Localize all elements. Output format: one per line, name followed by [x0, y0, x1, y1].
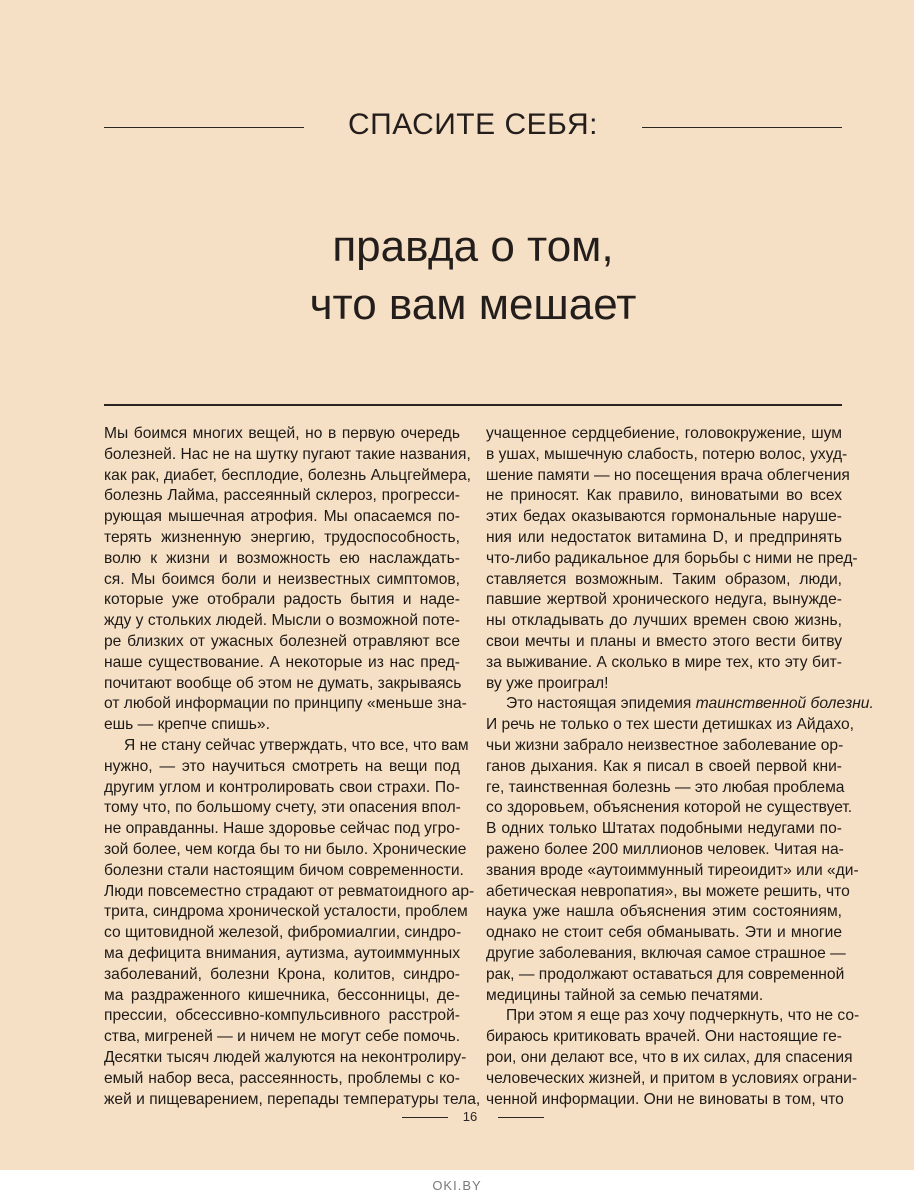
body-column-right: [486, 424, 874, 1110]
text-line: [104, 757, 460, 778]
text-line-content: жду у стольких людей. Мысли о возможной поте-: [104, 612, 460, 630]
text-line-content: прессии, обсессивно-компульсивного расстрой-: [104, 1007, 460, 1025]
text-line: [486, 1027, 842, 1048]
text-line-content: ставляется возможным. Таким образом, люди,: [486, 570, 842, 588]
text-line: [486, 674, 842, 695]
text-line-content: свои мечты и планы и вместо этого вести битву: [486, 632, 842, 650]
text-line: [104, 590, 460, 611]
chapter-header: [104, 100, 842, 156]
text-line: [486, 1006, 860, 1027]
text-line-content: за выживание. А сколько в мире тех, кто эту бит-: [486, 653, 842, 671]
text-line: [486, 923, 842, 944]
text-line-content: Десятки тысяч людей жалуются на неконтролиру-: [104, 1048, 467, 1066]
page-number: 16: [462, 1109, 478, 1124]
text-line: [104, 798, 460, 819]
text-line-content: ченной информации. Они не виноваты в том, что: [486, 1090, 844, 1108]
text-line-content: Это настоящая эпидемия: [506, 695, 696, 713]
text-line-content: почитают вообще об этом не думать, закрываясь: [104, 674, 462, 692]
text-line: [486, 1069, 858, 1090]
text-line-content: человеческих жизней, и притом в условиях ограни-: [486, 1069, 858, 1087]
text-line: [104, 923, 460, 944]
text-line: [486, 486, 842, 507]
text-line: [104, 736, 469, 757]
text-line-content: ства, мигреней — и ничем не могут себе помочь.: [104, 1028, 461, 1046]
text-line-content: рои, они делают все, что в их силах, для спасения: [486, 1048, 853, 1066]
text-line: [104, 944, 460, 965]
text-line: [104, 528, 460, 549]
text-line-content: В одних только Штатах подобными недугами по-: [486, 820, 842, 838]
text-line: [486, 819, 842, 840]
text-line-content: которые уже отобрали радость бытия и наде-: [104, 591, 460, 609]
text-line: [486, 507, 842, 528]
text-line-content: ния или недостаток витамина D, и предпринять: [486, 528, 842, 546]
text-line: [104, 674, 460, 695]
text-line: [486, 424, 842, 445]
text-line-content: наука уже нашла объяснения этим состояниям,: [486, 903, 842, 921]
text-line-content: волю к жизни и возможность ею наслаждать-: [104, 549, 460, 567]
text-line: [104, 1006, 460, 1027]
text-line: [104, 986, 460, 1007]
text-line: [486, 528, 842, 549]
text-line: [486, 1048, 853, 1069]
text-line-content: заболеваний, болезни Крона, колитов, синдро-: [104, 965, 460, 983]
text-line: [486, 715, 854, 736]
text-line: [486, 902, 842, 923]
text-line-content: Мы боимся многих вещей, но в первую очередь: [104, 425, 460, 442]
text-line: [104, 694, 467, 715]
chapter-title-line-2: что вам мешает: [309, 280, 637, 329]
text-line: [104, 1027, 460, 1048]
text-line: [104, 486, 460, 507]
text-line-content: ре близких от ужасных болезней отравляют все: [104, 632, 460, 650]
site-watermark: OKI.BY: [432, 1178, 482, 1193]
text-line-content: учащенное сердцебиение, головокружение, шум: [486, 425, 842, 442]
chapter-title-line-1: правда о том,: [332, 222, 614, 271]
text-line-content: Люди повсеместно страдают от ревматоидного ар-: [104, 882, 475, 900]
chapter-kicker: СПАСИТЕ СЕБЯ:: [347, 108, 598, 141]
text-line-content: ма раздраженного кишечника, бессонницы, де-: [104, 986, 460, 1004]
text-line-content: ганов дыхания. Как я писал в своей первой кни-: [486, 757, 842, 775]
text-line-content: звания вроде «аутоиммунный тиреоидит» или «ди-: [486, 861, 859, 879]
text-line: [104, 653, 460, 674]
text-line-content: чьи жизни забрало неизвестное заболевание ор-: [486, 736, 844, 754]
text-line-content: нужно, — это научиться смотреть на вещи под: [104, 757, 460, 775]
text-line: [486, 986, 842, 1007]
text-line-content: медицины тайной за семью печатями.: [486, 986, 764, 1004]
italic-phrase: таинственной болезни.: [695, 695, 874, 713]
text-line-content: другие заболевания, включая самое страшное —: [486, 944, 846, 962]
text-line-content: И речь не только о тех шести детишках из Айдахо,: [486, 716, 854, 734]
text-line-content: емый набор веса, рассеянность, проблемы с ко-: [104, 1069, 460, 1087]
text-line-content: бираюсь критиковать врачей. Они настоящие ге-: [486, 1028, 842, 1046]
text-line: [104, 715, 460, 736]
body-column-left: [104, 424, 481, 1110]
text-line: [486, 570, 842, 591]
text-line: [486, 590, 842, 611]
text-line-content: Я не стану сейчас утверждать, что все, что вам: [124, 736, 469, 754]
page-number-right-rule: [498, 1117, 544, 1118]
text-line: [104, 1048, 467, 1069]
text-line-content: тому что, по большому счету, эти опасения впол-: [104, 799, 461, 817]
text-line-content: ешь — крепче спишь».: [104, 716, 270, 734]
text-line-content: болезней. Нас не на шутку пугают такие названия,: [104, 445, 471, 463]
text-line: [104, 861, 464, 882]
text-line-content: рак, — продолжают оставаться для современной: [486, 965, 845, 983]
text-line: [104, 424, 460, 445]
text-line: [104, 882, 475, 903]
text-line-content: При этом я еще раз хочу подчеркнуть, что не со-: [506, 1007, 860, 1025]
text-line: [486, 549, 858, 570]
text-line: [486, 632, 842, 653]
text-line-content: от любой информации по принципу «меньше зна-: [104, 695, 467, 713]
text-line-content: болезнь Лайма, рассеянный склероз, прогресси-: [104, 487, 460, 505]
text-line-content: наше существование. А некоторые из нас пред-: [104, 653, 460, 671]
text-line: [104, 549, 460, 570]
text-line: [486, 611, 842, 632]
text-line: [486, 840, 842, 861]
text-line: [486, 965, 845, 986]
text-line-content: рующая мышечная атрофия. Мы опасаемся по-: [104, 508, 460, 526]
text-line: [104, 840, 467, 861]
text-line-content: ражено более 200 миллионов человек. Читая на-: [486, 840, 844, 858]
text-line-content: что-либо радикальное для борьбы с ними не пред-: [486, 549, 858, 567]
text-line-content: трита, синдрома хронической усталости, проблем: [104, 903, 468, 921]
text-line: [486, 861, 859, 882]
text-line-content: в ушах, мышечную слабость, потерю волос, ухуд-: [486, 445, 848, 463]
text-line-content: ге, таинственная болезнь — это любая проблема: [486, 778, 845, 796]
text-line: [486, 445, 848, 466]
text-line: [486, 778, 845, 799]
text-line-content: ву уже проиграл!: [486, 674, 609, 692]
text-line-content: жей и пищеварением, перепады температуры тела,: [104, 1090, 481, 1108]
text-line-content: терять жизненную энергию, трудоспособность,: [104, 528, 460, 546]
text-line: [486, 466, 850, 487]
section-divider: [104, 404, 842, 406]
page-footer: [380, 1108, 560, 1128]
header-right-rule: [642, 127, 842, 128]
text-line: [104, 1069, 460, 1090]
text-line: [486, 798, 853, 819]
text-line-content: ны откладывать до лучших времен свою жизнь,: [486, 612, 842, 630]
text-line-content: этих бедах оказываются гормональные наруше-: [486, 508, 842, 526]
text-line-content: болезни стали настоящим бичом современности.: [104, 861, 464, 879]
text-line-content: не приносят. Как правило, виноватыми во всех: [486, 487, 842, 505]
site-footer-bar: [0, 1170, 914, 1200]
text-line-content: ся. Мы боимся боли и неизвестных симптомов,: [104, 570, 460, 588]
text-line-content: шение памяти — но посещения врача облегчения: [486, 466, 850, 484]
text-line: [104, 778, 460, 799]
text-line: [104, 507, 460, 528]
text-line-content: со щитовидной железой, фибромиалгии, синдро-: [104, 924, 462, 942]
text-line: [104, 611, 460, 632]
text-line: [486, 757, 842, 778]
text-line: [104, 570, 460, 591]
text-line: [104, 965, 460, 986]
text-line-content: со здоровьем, объяснения которой не существует.: [486, 799, 853, 817]
text-line: [486, 694, 874, 715]
text-line: [104, 632, 460, 653]
text-line: [486, 653, 842, 674]
text-line-content: павшие жертвой хронического недуга, вынужде-: [486, 591, 842, 609]
text-line-content: зой более, чем когда бы то ни было. Хронические: [104, 840, 467, 858]
text-line: [486, 944, 846, 965]
text-line: [104, 902, 468, 923]
text-line-content: ма дефицита внимания, аутизма, аутоиммунных: [104, 944, 460, 962]
text-line-content: другим углом и контролировать свои страхи. По-: [104, 778, 460, 796]
text-line-content: однако не стоит себя обманывать. Эти и многие: [486, 924, 842, 942]
text-line: [104, 819, 460, 840]
text-line: [104, 466, 471, 487]
text-line-content: как рак, диабет, бесплодие, болезнь Альцгеймера,: [104, 466, 471, 484]
text-line-content: абетическая невропатия», вы можете решить, что: [486, 882, 850, 900]
text-line: [104, 445, 471, 466]
text-line: [486, 736, 842, 757]
text-line-content: не оправданны. Наше здоровье сейчас под угро-: [104, 820, 461, 838]
text-line: [486, 882, 850, 903]
